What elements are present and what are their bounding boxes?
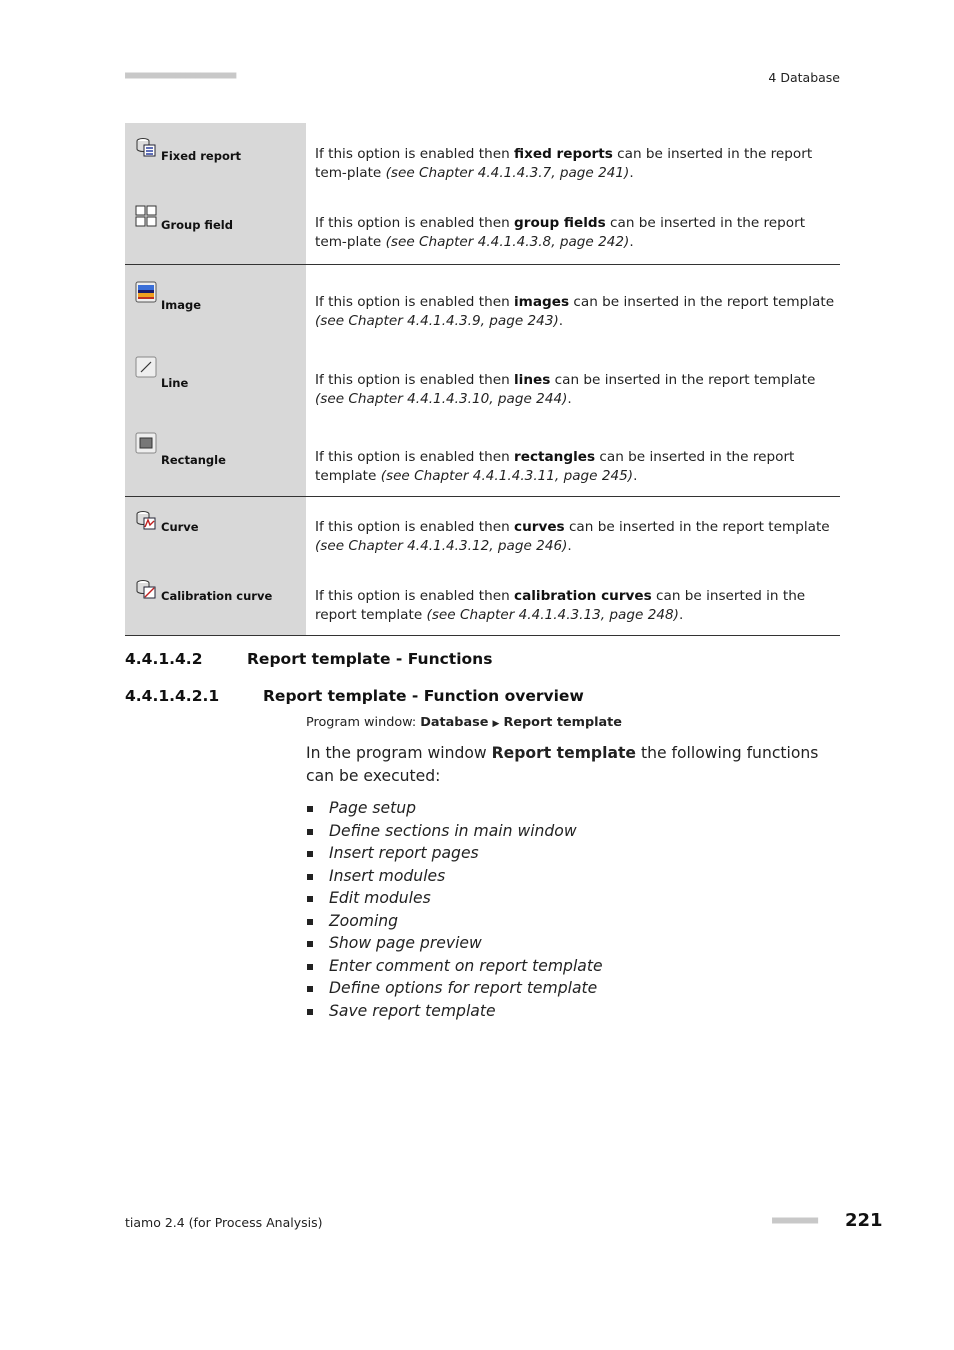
intro-paragraph: In the program window Report template the following functions can be executed: — [306, 744, 819, 785]
function-list — [306, 797, 603, 1022]
image-icon — [135, 281, 157, 303]
table-group — [125, 497, 840, 636]
calibration-curve-icon — [135, 578, 157, 600]
table-row — [125, 192, 840, 264]
list-item: Edit modules — [306, 887, 603, 910]
table-row — [125, 343, 840, 420]
option-description: If this option is enabled then fixed reports can be inserted in the report tem-plate (see Chapter 4.4.1.4.3.7, page 241). — [315, 146, 813, 181]
line-icon — [135, 356, 157, 378]
option-description: If this option is enabled then lines can be inserted in the report template (see Chapter 4.4.1.4.3.10, page 244). — [315, 372, 816, 407]
list-item: Page setup — [306, 797, 603, 820]
option-label: Calibration curve — [161, 589, 273, 603]
curve-icon — [135, 509, 157, 531]
list-item: Save report template — [306, 1000, 603, 1023]
option-label: Fixed report — [161, 149, 242, 163]
option-label: Rectangle — [161, 453, 226, 467]
fixed-report-icon — [135, 136, 157, 158]
list-item: Enter comment on report template — [306, 955, 603, 978]
option-description: If this option is enabled then rectangles can be inserted in the report template (see Chapter 4.4.1.4.3.11, page 245). — [315, 449, 795, 484]
list-item: Show page preview — [306, 932, 603, 955]
table-row — [125, 420, 840, 496]
table-group — [125, 123, 840, 265]
list-item: Insert report pages — [306, 842, 603, 865]
option-label: Curve — [161, 520, 199, 534]
rectangle-icon — [135, 432, 157, 454]
list-item: Insert modules — [306, 865, 603, 888]
footer-product: tiamo 2.4 (for Process Analysis) — [125, 1215, 323, 1230]
option-description: If this option is enabled then calibration curves can be inserted in the report template (see Chapter 4.4.1.4.3.13, page 248). — [315, 588, 806, 623]
table-group — [125, 265, 840, 497]
subsection-heading: 4.4.1.4.2.1 Report template - Function overview — [125, 687, 584, 705]
section-heading: 4.4.1.4.2 Report template - Functions — [125, 650, 493, 668]
table-row — [125, 566, 840, 635]
list-item: Define sections in main window — [306, 820, 603, 843]
option-label: Line — [161, 376, 189, 390]
option-description: If this option is enabled then images can be inserted in the report template (see Chapter 4.4.1.4.3.9, page 243). — [315, 294, 835, 329]
table-row — [125, 123, 840, 192]
option-description: If this option is enabled then group fields can be inserted in the report tem-plate (see Chapter 4.4.1.4.3.8, page 242). — [315, 215, 806, 250]
header-decoration: ■■■■■■■■■■■■■■■■■■■■■■ — [125, 70, 236, 81]
list-item: Define options for report template — [306, 977, 603, 1000]
options-table — [125, 123, 840, 636]
page-number: 221 — [845, 1210, 883, 1231]
list-item: Zooming — [306, 910, 603, 933]
group-field-icon — [135, 205, 157, 227]
option-label: Group field — [161, 218, 233, 232]
header-chapter: 4 Database — [768, 70, 840, 85]
table-row — [125, 265, 840, 343]
program-window-path: Program window: Database ▶ Report template — [306, 715, 622, 730]
option-description: If this option is enabled then curves can be inserted in the report template (see Chapter 4.4.1.4.3.12, page 246). — [315, 519, 830, 554]
table-row — [125, 497, 840, 566]
footer-decoration: ■■■■■■■■■ — [772, 1215, 818, 1226]
option-label: Image — [161, 298, 202, 312]
